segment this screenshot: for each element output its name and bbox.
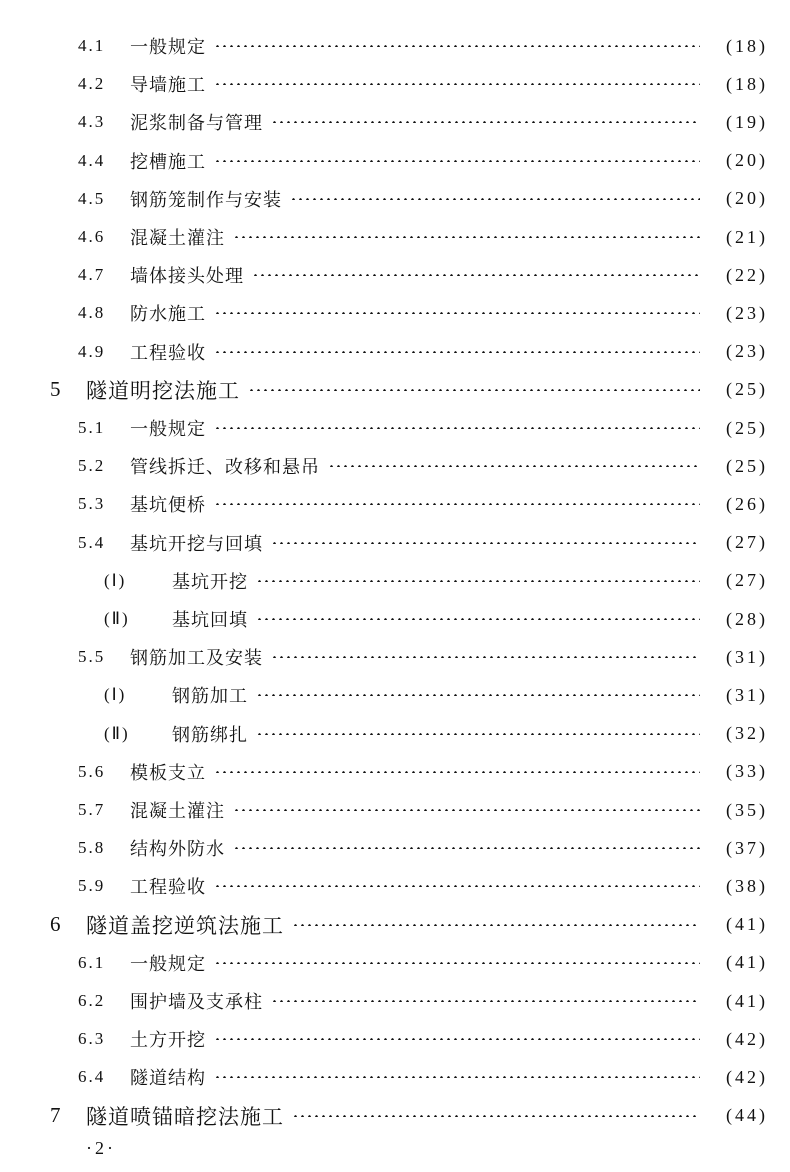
toc-entry-page: (25)	[726, 455, 768, 476]
toc-entry-title: 土方开挖	[130, 1030, 206, 1052]
toc-entry-number: 5.7	[78, 800, 106, 819]
toc-entry-title: 管线拆迁、改移和悬吊	[130, 457, 320, 479]
toc-entry-page: (23)	[726, 302, 768, 323]
toc-entry-number: 4.3	[78, 112, 106, 132]
toc-entry-title: 结构外防水	[130, 839, 225, 861]
toc-entry-number: 6.1	[78, 952, 106, 972]
toc-entry-number: 5.4	[78, 532, 106, 552]
dot-leader	[256, 694, 700, 696]
toc-entry-page: (42)	[726, 1066, 768, 1087]
toc-entry-page: (44)	[726, 1105, 768, 1126]
toc-entry-number: 5.1	[78, 418, 106, 437]
toc-entry-number: 6.2	[78, 991, 106, 1010]
toc-entry-title: 一般规定	[130, 37, 206, 58]
toc-entry-number: (Ⅱ)	[104, 609, 130, 628]
toc-entry-title: 基坑开挖与回填	[130, 533, 263, 555]
toc-entry-title: 挖槽施工	[130, 151, 206, 173]
toc-entry[interactable]	[0, 296, 790, 330]
toc-entry[interactable]	[0, 1099, 790, 1133]
toc-entry-number: 5.5	[78, 647, 106, 667]
toc-entry-number: 4.7	[78, 265, 106, 285]
dot-leader	[271, 121, 700, 123]
toc-entry-title: 基坑回填	[172, 610, 248, 631]
toc-entry-page: (32)	[726, 723, 768, 744]
toc-entry[interactable]	[0, 831, 790, 865]
toc-entry[interactable]	[0, 449, 790, 483]
toc-entry-page: (18)	[726, 73, 768, 94]
dot-leader	[248, 389, 700, 391]
toc-entry[interactable]	[0, 717, 790, 751]
toc-entry[interactable]	[0, 526, 790, 560]
toc-entry-page: (22)	[726, 264, 768, 285]
dot-leader	[214, 83, 700, 85]
dot-leader	[328, 465, 700, 467]
dot-leader	[271, 1000, 700, 1002]
toc-entry-number: 4.8	[78, 303, 106, 323]
toc-entry-number: 5.8	[78, 838, 106, 858]
toc-entry-title: 基坑便桥	[130, 495, 206, 517]
toc-entry[interactable]	[0, 1060, 790, 1094]
dot-leader	[214, 962, 700, 964]
toc-entry-title: 工程验收	[130, 877, 206, 899]
toc-entry[interactable]	[0, 411, 790, 445]
toc-entry-title: 工程验收	[130, 342, 206, 364]
toc-entry-page: (21)	[726, 226, 768, 247]
toc-entry-title: 隧道明挖法施工	[86, 378, 240, 403]
toc-entry[interactable]	[0, 755, 790, 789]
dot-leader	[233, 847, 700, 849]
toc-entry-page: (35)	[726, 799, 768, 820]
dot-leader	[214, 45, 700, 47]
toc-entry[interactable]	[0, 182, 790, 216]
toc-entry-title: 混凝土灌注	[130, 801, 225, 822]
toc-entry[interactable]	[0, 67, 790, 101]
toc-entry-page: (38)	[726, 875, 768, 896]
toc-entry-page: (28)	[726, 608, 768, 629]
toc-entry[interactable]	[0, 105, 790, 139]
toc-entry-page: (26)	[726, 493, 768, 514]
toc-entry-page: (42)	[726, 1028, 768, 1049]
dot-leader	[214, 1076, 700, 1078]
toc-entry[interactable]	[0, 335, 790, 369]
toc-entry[interactable]	[0, 640, 790, 674]
toc-entry-number: (Ⅱ)	[104, 723, 130, 743]
dot-leader	[233, 809, 700, 811]
page-number-footer: ·2·	[86, 1138, 116, 1158]
toc-entry-number: 6	[50, 912, 63, 937]
toc-entry-number: (Ⅰ)	[104, 685, 127, 705]
toc-entry-title: 隧道结构	[130, 1068, 206, 1090]
dot-leader	[271, 656, 700, 658]
dot-leader	[214, 351, 700, 353]
toc-entry[interactable]	[0, 678, 790, 712]
toc-entry-number: 5.2	[78, 456, 106, 476]
dot-leader	[292, 1115, 700, 1117]
dot-leader	[214, 1038, 700, 1040]
toc-entry[interactable]	[0, 793, 790, 827]
dot-leader	[214, 427, 700, 429]
toc-entry-title: 模板支立	[130, 762, 206, 784]
toc-entry-title: 钢筋加工	[172, 686, 248, 708]
toc-entry[interactable]	[0, 258, 790, 292]
toc-entry-title: 钢筋加工及安装	[130, 648, 263, 670]
toc-entry-number: 4.6	[78, 227, 106, 246]
dot-leader	[256, 580, 700, 582]
dot-leader	[214, 885, 700, 887]
toc-entry-page: (18)	[726, 35, 768, 56]
toc-entry-number: 5.9	[78, 876, 106, 896]
toc-entry-number: 7	[50, 1103, 63, 1128]
toc-entry-number: 4.9	[78, 341, 106, 361]
toc-entry-title: 墙体接头处理	[130, 266, 244, 288]
toc-entry-title: 基坑开挖	[172, 571, 248, 593]
toc-entry-title: 钢筋笼制作与安装	[130, 189, 282, 211]
toc-entry-number: 6.4	[78, 1067, 106, 1087]
toc-entry-page: (25)	[726, 417, 768, 438]
toc-entry[interactable]	[0, 373, 790, 407]
toc-entry-page: (23)	[726, 341, 768, 362]
toc-entry-title: 隧道喷锚暗挖法施工	[86, 1104, 284, 1129]
dot-leader	[214, 160, 700, 162]
toc-entry-title: 导墙施工	[130, 75, 206, 97]
toc-entry-number: 4.2	[78, 74, 106, 94]
toc-entry[interactable]	[0, 564, 790, 598]
toc-entry-title: 隧道盖挖逆筑法施工	[86, 913, 284, 938]
toc-entry[interactable]	[0, 144, 790, 178]
dot-leader	[214, 771, 700, 773]
toc-entry[interactable]	[0, 602, 790, 636]
toc-entry-title: 围护墙及支承柱	[130, 992, 263, 1013]
dot-leader	[271, 542, 700, 544]
toc-entry-title: 钢筋绑扎	[172, 724, 248, 746]
toc-entry-title: 防水施工	[130, 304, 206, 326]
toc-entry-page: (27)	[726, 532, 768, 553]
dot-leader	[214, 312, 700, 314]
dot-leader	[256, 733, 700, 735]
toc-entry[interactable]	[0, 908, 790, 942]
toc-entry-page: (25)	[726, 379, 768, 400]
toc-entry-page: (33)	[726, 761, 768, 782]
toc-entry-number: 4.1	[78, 36, 106, 55]
toc-entry-number: 4.4	[78, 150, 106, 170]
toc-entry-page: (41)	[726, 990, 768, 1011]
toc-entry-number: 5.6	[78, 761, 106, 781]
toc-entry-number: 5	[50, 377, 63, 402]
toc-entry-number: 6.3	[78, 1029, 106, 1049]
toc-entry-page: (20)	[726, 150, 768, 171]
toc-entry-title: 混凝土灌注	[130, 228, 225, 249]
toc-entry-title: 一般规定	[130, 953, 206, 975]
toc-entry[interactable]	[0, 946, 790, 980]
toc-entry-page: (41)	[726, 952, 768, 973]
toc-entry-page: (31)	[726, 684, 768, 705]
dot-leader	[256, 618, 700, 620]
toc-entry-page: (27)	[726, 570, 768, 591]
toc-entry[interactable]	[0, 984, 790, 1018]
toc-entry[interactable]	[0, 869, 790, 903]
toc-entry-number: (Ⅰ)	[104, 570, 127, 590]
toc-entry-page: (37)	[726, 837, 768, 858]
toc-entry-page: (31)	[726, 646, 768, 667]
toc-entry-page: (41)	[726, 914, 768, 935]
toc-entry-page: (19)	[726, 111, 768, 132]
dot-leader	[290, 198, 700, 200]
dot-leader	[233, 236, 700, 238]
toc-entry-title: 泥浆制备与管理	[130, 113, 263, 135]
dot-leader	[214, 503, 700, 505]
toc-entry-title: 一般规定	[130, 419, 206, 440]
toc-entry-number: 5.3	[78, 494, 106, 514]
toc-entry[interactable]	[0, 220, 790, 254]
dot-leader	[252, 274, 700, 276]
toc-entry[interactable]	[0, 487, 790, 521]
toc-entry-number: 4.5	[78, 188, 106, 208]
dot-leader	[292, 924, 700, 926]
toc-entry-page: (20)	[726, 188, 768, 209]
toc-entry[interactable]	[0, 29, 790, 63]
toc-entry[interactable]	[0, 1022, 790, 1056]
